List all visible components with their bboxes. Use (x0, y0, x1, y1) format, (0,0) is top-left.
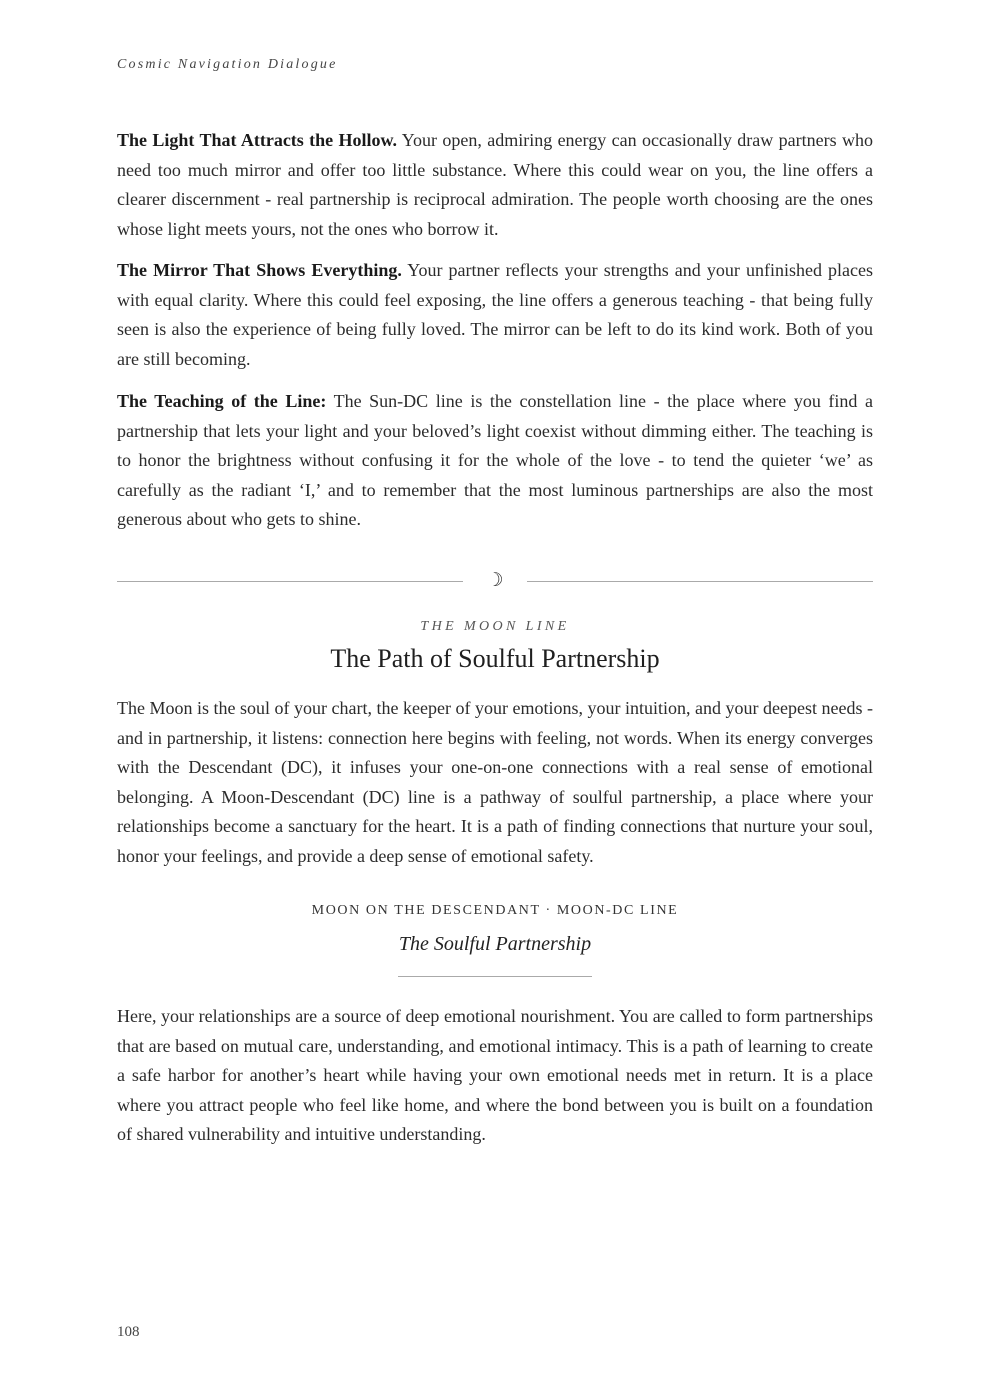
moon-subtitle: The Soulful Partnership (398, 933, 592, 955)
paragraph-teaching (117, 387, 873, 535)
moon-subhead: MOON ON THE DESCENDANT · MOON-DC LINE (311, 903, 679, 918)
moon-body-paragraph: Here, your relationships are a source of deep emotional nourishment. You are called to form partnerships that are based on mutual care, understanding, and emotional intimacy. This is a path of learning to create a safe harbor for another’s heart while having your own emotional needs met in return. It is a place where you attract people who feel like home, and where the bond between you is built on a foundation of shared vulnerability and intuitive understanding. (117, 1006, 873, 1144)
crescent-moon-icon: ☽ (486, 570, 504, 591)
page-number: 108 (117, 1324, 140, 1340)
paragraph-text: Your partner reflects your strengths and your unfinished places with equal clarity. Where this could feel exposing, the line offers a generous teaching - that being fully seen is also the experience of being fully loved. The mirror can be left to do its kind work. Both of you are still becoming. (117, 260, 873, 369)
section-title: The Path of Soulful Partnership (330, 644, 660, 673)
page (117, 0, 873, 1400)
paragraph-heading: The Mirror That Shows Everything. (117, 260, 402, 280)
running-head: Cosmic Navigation Dialogue (117, 57, 338, 72)
section-divider (117, 570, 873, 594)
paragraph-text: The Sun-DC line is the constellation line - the place where you find a partnership that lets your light and your beloved’s light coexist without dimming either. The teaching is to honor the brightness without confusing it for the whole of the love - to tend the quieter ‘we’ as carefully as the radiant ‘I,’ and to remember that the most luminous partnerships are also the most generous about who gets to shine. (117, 391, 873, 529)
moon-intro-paragraph: The Moon is the soul of your chart, the keeper of your emotions, your intuition, and your deepest needs - and in partnership, it listens: connection here begins with feeling, not words. When its energy converges with the Descendant (DC), it infuses your one-on-one connections with a real sense of emotional belonging. A Moon-Descendant (DC) line is a pathway of soulful partnership, a place where your relationships become a sanctuary for the heart. It is a path of finding connections that nurture your soul, honor your feelings, and provide a deep sense of emotional safety. (117, 698, 873, 866)
divider-rule-left (117, 581, 463, 582)
divider-rule-right (527, 581, 873, 582)
paragraph-text: Your open, admiring energy can occasionally draw partners who need too much mirror and offer too little substance. Where this could wear on you, the line offers a clearer discernment - real partnership is reciprocal admiration. The people worth choosing are the ones whose light meets yours, not the ones who borrow it. (117, 130, 873, 239)
paragraph-hollow (117, 126, 873, 244)
section-eyebrow: THE MOON LINE (420, 619, 570, 634)
paragraph-mirror (117, 256, 873, 374)
paragraph-heading: The Teaching of the Line: (117, 391, 327, 411)
paragraph-heading: The Light That Attracts the Hollow. (117, 130, 398, 150)
subtitle-rule (398, 976, 592, 977)
